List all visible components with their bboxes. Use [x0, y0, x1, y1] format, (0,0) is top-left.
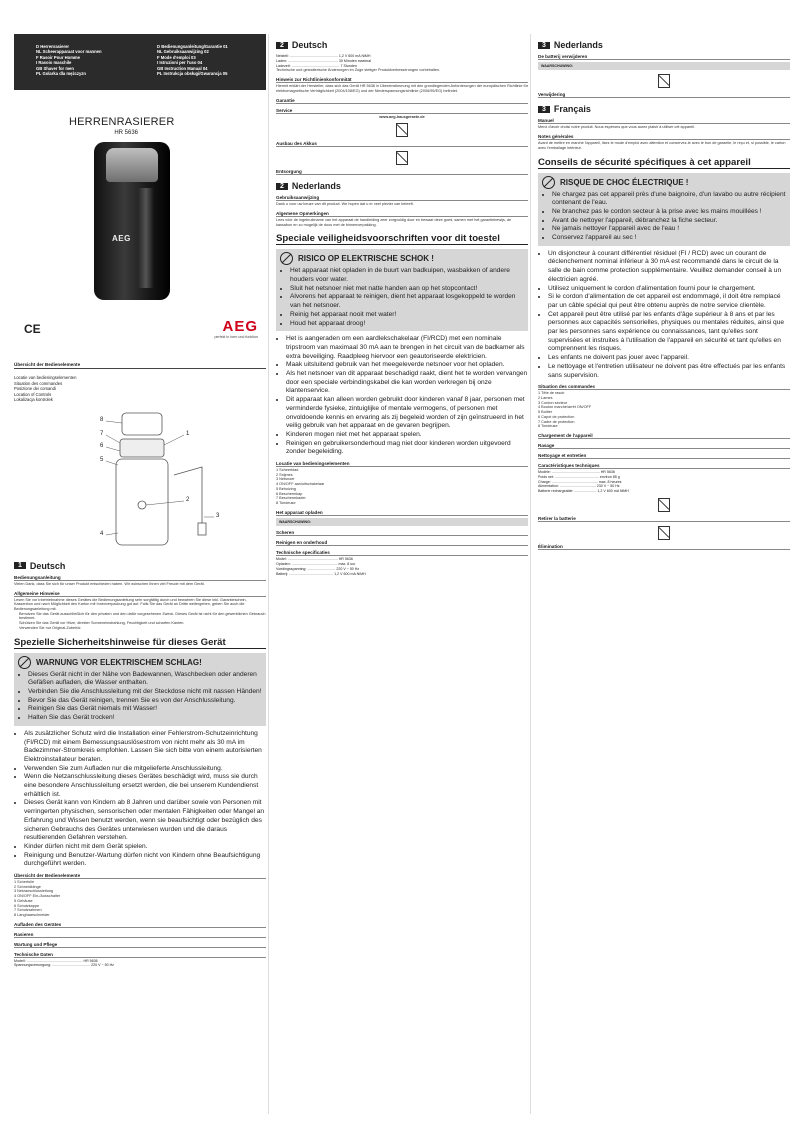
section-language: Nederlands	[553, 40, 603, 50]
heading: Algemene Opmerkingen	[276, 211, 528, 217]
cover-banner	[14, 34, 266, 90]
paragraph: Dank u voor uw keuze van dit product. We hopen dat u er veel plezier van beleeft.	[276, 202, 414, 207]
safety-list: • Als zusätzlicher Schutz wird die Installation einer Fehlerstrom-Schutzeinrichtung (FI/RCD) mit einem Bemessungsauslösestrom von nicht mehr als 30 mA im Badezimmer-Stromkreis empfohlen. Lassen Sie sich bitte von einem autorisierten Elektroinstallateur beraten. • Verwenden Sie zum Aufladen nur die mitgelieferte Anschlussleitung. • Wenn die Netzanschlussleitung dieses Gerätes beschädigt wird, muss sie durch eine besondere Anschlussleitung ersetzt werden, die bei unserem Kundendienst erhältlich ist. • Dieses Gerät kann von Kindern ab 8 Jahren und darüber sowie von Personen mit verringerten physischen, sensorischen oder mentalen Fähigkeiten oder Mangel an Erfahrung und Wissen benutzt werden, wenn sie beaufsichtigt oder bezüglich des sicheren Gebrauchs des Gerätes unterwiesen wurden und die daraus resultierenden Gefahren verstehen. • Kinder dürfen nicht mit dem Gerät spielen. • Reinigung und Benutzer-Wartung dürfen nicht von Kindern ohne Beaufsichtigung durchgeführt werden.	[24, 730, 266, 869]
column-divider	[530, 34, 531, 1114]
heading: Ausbau des Akkus	[276, 141, 528, 147]
brand-row	[14, 316, 266, 346]
column-divider	[268, 34, 269, 1114]
aeg-logo: AEG	[222, 318, 258, 335]
service-email: www.aeg-hausgeraete.de	[379, 114, 425, 119]
heading: Situation des commandes	[538, 384, 790, 390]
paragraph: Hiermit erklärt der Hersteller, dass sich das Gerät HR 5636 in Übereinstimmung mit den grundlegenden Anforderungen der europäischen Richtlinie für elektromagnetische Verträglichkeit (2004/108/EG) und der Niederspannungsrichtlinie (2006/95/EG) befindet.	[276, 84, 528, 93]
section-header-de	[14, 561, 266, 571]
heading: Verwijdering	[538, 92, 790, 98]
diagram-label-6: 6	[100, 442, 104, 449]
heading: Reinigen en onderhoud	[276, 540, 528, 546]
safety-title: Conseils de sécurité spécifiques à cet appareil	[538, 157, 790, 169]
heading: Locatie van bedieningselementen	[276, 461, 528, 467]
controls-overview-title: Übersicht der Bedienelemente	[14, 362, 266, 369]
heading: Technische specificaties	[276, 550, 528, 556]
bullet-list: • Benutzen Sie das Gerät ausschließlich für den privaten und den dafür vorgesehenen Zweck. Dieses Gerät ist nicht für den gewerblichen Gebrauch bestimmt. • Schützen Sie das Gerät vor Hitze, direkter Sonneneinstrahlung, Feuchtigkeit und scharfen Kanten. • Verwenden Sie nur Original-Zubehör.	[19, 612, 266, 631]
diagram-label-2: 2	[186, 496, 190, 503]
controls-list: 1 Scherfolie 2 Schneidklinge 3 Netzanschlussleitung 4 ON/OFF Ein-/Ausschalter 5 Gehäuse 6 Schutzkappe 7 Schutzrahmen 8 Langhaarschneider	[14, 880, 61, 917]
heading: Notes générales	[538, 134, 790, 140]
safety-list: • Het is aangeraden om een aardlekschakelaar (FI/RCD) met een nominale tripstroom van maximaal 30 mA aan te brengen in het circuit van de badkamer als extra beveiliging. Raadpleeg hiervoor een geautoriseerde elektricien. • Maak uitsluitend gebruik van het meegeleverde netsnoer voor het opladen. • Als het netsnoer van dit apparaat beschadigd raakt, dient het te worden vervangen door een speciale verbindingskabel die kan worden verkregen bij onze klantenservice. • Dit apparaat kan alleen worden gebruikt door kinderen vanaf 8 jaar, personen met verminderde fysieke, zintuiglijke of mentale vermogens, of personen met onvoldoende kennis en ervaring als zij begeleid worden of zijn geïnstrueerd in het veilig gebruik van het apparaat en de gevaren begrijpen. • Kinderen mogen niet met het apparaat spelen. • Reinigen en gebruikersonderhoud mag niet door kinderen worden uitgevoerd zonder begeleiding.	[286, 335, 528, 457]
section-number: 1	[14, 562, 26, 569]
cover-product-names: D Herrenrasierer NL Scheerapparaat voor mannen F Rasoir Pour Homme I Rasoio maschile GB Shaver for men PL Golarka dla mężczyzn	[36, 44, 102, 77]
section-header-nl	[276, 181, 528, 191]
heading: Manuel	[538, 118, 790, 124]
heading: De batterij verwijderen	[538, 54, 790, 60]
tech-data: Modell: ........................................................ HR 5636 Spannungsversorgung: ...................................... 220 V ~ 50 Hz	[14, 958, 114, 968]
diagram-cap	[122, 413, 162, 435]
warning-list: • Dieses Gerät nicht in der Nähe von Badewannen, Waschbecken oder anderen Gefäßen aufladen, die Wasser enthalten. • Verbinden Sie die Anschlussleitung mit der Steckdose nicht mit nassen Händen! • Bevor Sie das Gerät reinigen, trennen Sie es von der Anschlussleitung. • Reinigen Sie das Gerät niemals mit Wasser! • Halten Sie das Gerät trocken!	[28, 671, 262, 723]
warning-title: RISQUE DE CHOC ÉLECTRIQUE !	[560, 177, 689, 187]
shaver-shine	[138, 188, 154, 288]
section-number: 2	[276, 42, 288, 49]
diagram-label-3: 3	[216, 512, 220, 519]
heading: Gebruiksaanwijzing	[276, 195, 528, 201]
paragraph: Technische und gestalterische Änderungen im Zuge stetiger Produktverbesserungen vorbehalten.	[276, 68, 441, 73]
model-number: HR 5636	[114, 130, 138, 136]
controls-list: 1 Tête de rasoir 2 Lames 3 Cordon secteur 4 Bouton marche/arrêt ON/OFF 5 Boîtier 6 Capot de protection 7 Cadre de protection 8 Tondeuse	[538, 391, 592, 429]
tech-data: Modèle: ................................................ HR 5636 Poids net: ............................................ environ 85 g Charge: .............................................. max. 8 heures Alimentation: .................................... 230 V ~ 50 Hz Batterie rechargeable: ...................... 1,2 V 600 mA NiMH	[538, 469, 629, 494]
section-number: 3	[538, 106, 550, 113]
heading: Élimination	[538, 544, 790, 550]
waste-bin-icon	[658, 498, 670, 512]
safety-title: Speciale veiligheidsvoorschriften voor dit toestel	[276, 233, 528, 245]
column-2	[276, 34, 528, 1114]
column-3	[538, 34, 790, 1114]
section-header-de-2	[276, 40, 528, 50]
section-language: Deutsch	[291, 40, 328, 50]
paragraph: Lesen Sie vor Inbetriebnahme dieses Gerätes die Bedienungsanleitung sehr sorgfältig durch und bewahren Sie diese inkl. Garantieschein, Kassenbon und nach Möglichkeit den Karton mit Innenverpackung gut auf. Falls Sie das Gerät an Dritte weitergeben, geben Sie auch die Bedienungsanleitung mit.	[14, 597, 247, 612]
heading: Übersicht der Bedienelemente	[14, 873, 266, 879]
heading: Garantie	[276, 98, 528, 104]
heading: Rasieren	[14, 932, 266, 938]
diagram-label-5: 5	[100, 456, 104, 463]
controls-overview-languages: Locatie van bedieningselementen Situation des commandes Posizione dei comandi Location of Controls Lokalizacja kontrolek	[14, 375, 77, 403]
small-warning: WAARSCHUWING:	[276, 518, 528, 526]
diagram-drawing	[14, 405, 266, 555]
controls-diagram	[14, 405, 266, 555]
diagram-label-1: 1	[186, 430, 190, 437]
spec-lines: Netzteil: ................................................ 1,2 V 600 mA NiMH Laden: .................................................. 30 Minuten maximal Ladezeit: ................................................ 7 Stunden	[276, 54, 372, 68]
section-number: 2	[276, 183, 288, 190]
diagram-body	[116, 459, 168, 545]
warning-box	[538, 173, 790, 246]
shaver-head	[106, 148, 158, 182]
heading: Het apparaat opladen	[276, 510, 528, 516]
diagram-plug	[198, 523, 206, 535]
tech-data: Model: .................................................. HR 5636 Opladen: .............................................. max. 8 uur Voedingsspanning: ............................ 220 V ~ 50 Hz Batterij: ............................................ 1,2 V 600 mA NiMH	[276, 557, 366, 576]
column-1	[14, 34, 266, 1114]
heading: Retirer la batterie	[538, 516, 790, 522]
cover-manual-index: D Bedienungsanleitung/Garantie 01 NL Gebruiksaanwijzing 02 F Mode d'emploi 03 I Istruzioni per l'uso 04 GB Instruction Manual 04 PL Instrukcja obsługi/Gwarancja 05	[157, 44, 228, 77]
diagram-label-7: 7	[100, 430, 104, 437]
heading: Wartung und Pflege	[14, 942, 266, 948]
heading: Scheren	[276, 530, 528, 536]
warning-title: WARNUNG VOR ELEKTRISCHEM SCHLAG!	[36, 657, 202, 667]
no-water-warning-icon	[542, 176, 555, 189]
warning-list: • Ne chargez pas cet appareil près d'une baignoire, d'un lavabo ou autre récipient contenant de l'eau. • Ne branchez pas le cordon secteur à la prise avec les mains mouillées ! • Avant de nettoyer l'appareil, débranchez la fiche secteur. • Ne jamais nettoyer l'appareil avec de l'eau ! • Conservez l'appareil au sec !	[552, 191, 786, 243]
heading: Nettoyage et entretien	[538, 453, 790, 459]
diagram-label-4: 4	[100, 530, 104, 537]
controls-list: 1 Scheerblad 2 Snijmes 3 Netsnoer 4 ON/OFF aan/uitschakelaar 5 Behuizing 6 Beschermkap 7 Beschermkader 8 Tondeuse	[276, 468, 325, 505]
waste-bin-icon	[658, 74, 670, 88]
section-header-nl-2	[538, 40, 790, 50]
section-language: Nederlands	[291, 181, 341, 192]
paragraph: Merci d'avoir choisi notre produit. Nous espérons que vous aurez plaisir à utiliser cet appareil.	[538, 125, 696, 130]
heading: Entsorgung	[276, 169, 528, 175]
heading: Technische Daten	[14, 952, 266, 958]
ce-mark: CE	[24, 322, 41, 336]
diagram-foil	[120, 439, 164, 457]
small-warning: WAARSCHUWING:	[538, 62, 790, 70]
section-language: Français	[553, 104, 591, 115]
waste-bin-icon	[396, 151, 408, 165]
waste-bin-icon	[658, 526, 670, 540]
heading: Chargement de l'appareil	[538, 433, 790, 439]
section-number: 3	[538, 42, 550, 49]
diagram-cord	[174, 467, 202, 525]
no-water-warning-icon	[280, 252, 293, 265]
safety-list: • Un disjoncteur à courant différentiel résiduel (FI / RCD) avec un courant de déclenchement nominal inférieur à 30 mA est recommandé dans le circuit de la salle de bain comme protection supplémentaire. Veuillez demander conseil à un électricien agréé. • Utilisez uniquement le cordon d'alimentation fourni pour le chargement. • Si le cordon d'alimentation de cet appareil est endommagé, il doit être remplacé par un câble spécial qui peut être obtenu auprès de notre service clientèle. • Cet appareil peut être utilisé par les enfants d'âge supérieur à 8 ans et par les personnes aux capacités sensorielles, physiques ou mentales réduites, ainsi que par les personnes sans expérience ou connaissances, tant qu'elles sont supervisées et instruites à l'utilisation de l'appareil en sécurité et tant qu'elles en comprennent les risques. • Les enfants ne doivent pas jouer avec l'appareil. • Le nettoyage et l'entretien utilisateur ne doivent pas être effectués par les enfants sans supervision.	[548, 250, 790, 381]
paragraph: Avant de mettre en marche l'appareil, lisez le mode d'emploi avec attention et conservez-le avec le bon de garantie, le reçu et, si possible, le carton avec l'emballage intérieur.	[538, 141, 786, 150]
warning-box	[14, 653, 266, 726]
waste-bin-icon	[396, 123, 408, 137]
shaver-logo: AEG	[112, 234, 131, 243]
model-title: HERRENRASIERER	[69, 116, 175, 128]
heading: Caractéristiques techniques	[538, 463, 790, 469]
heading: Aufladen des Gerätes	[14, 922, 266, 928]
warning-title: RISICO OP ELEKTRISCHE SCHOK !	[298, 254, 434, 264]
safety-title: Spezielle Sicherheitshinweise für dieses Gerät	[14, 637, 266, 649]
heading: Bedienungsanleitung	[14, 575, 266, 581]
aeg-tagline: perfekt in form und funktion	[214, 335, 258, 339]
shaver-product-image	[84, 142, 204, 302]
heading: Service	[276, 108, 528, 114]
warning-box	[276, 249, 528, 331]
heading: Rasage	[538, 443, 790, 449]
section-language: Deutsch	[29, 560, 66, 571]
section-header-fr	[538, 104, 790, 114]
diagram-label-8: 8	[100, 416, 104, 423]
paragraph: Lees vóór de ingebruikname van het apparaat de handleiding zeer zorgvuldig door en bewaar deze goed, samen met het garantiebewijs, de kassabon en zo mogelijk de doos met de binnenverpakking.	[276, 217, 512, 227]
aeg-brand	[214, 318, 258, 339]
heading: Hinweis zur Richtlinienkonformität	[276, 77, 528, 83]
heading: Allgemeine Hinweise	[14, 591, 266, 597]
no-water-warning-icon	[18, 656, 31, 669]
warning-list: • Het apparaat niet opladen in de buurt van badkuipen, wasbakken of andere houders voor water. • Sluit het netsnoer niet met natte handen aan op het stopcontact! • Alvorens het apparaat te reinigen, dient het apparaat losgekoppeld te worden van het netsnoer. • Reinig het apparaat nooit met water! • Houd het apparaat droog!	[290, 267, 524, 328]
paragraph: Vielen Dank, dass Sie sich für unser Produkt entschieden haben. Wir wünschen Ihnen viel Freude mit dem Gerät.	[14, 581, 205, 586]
